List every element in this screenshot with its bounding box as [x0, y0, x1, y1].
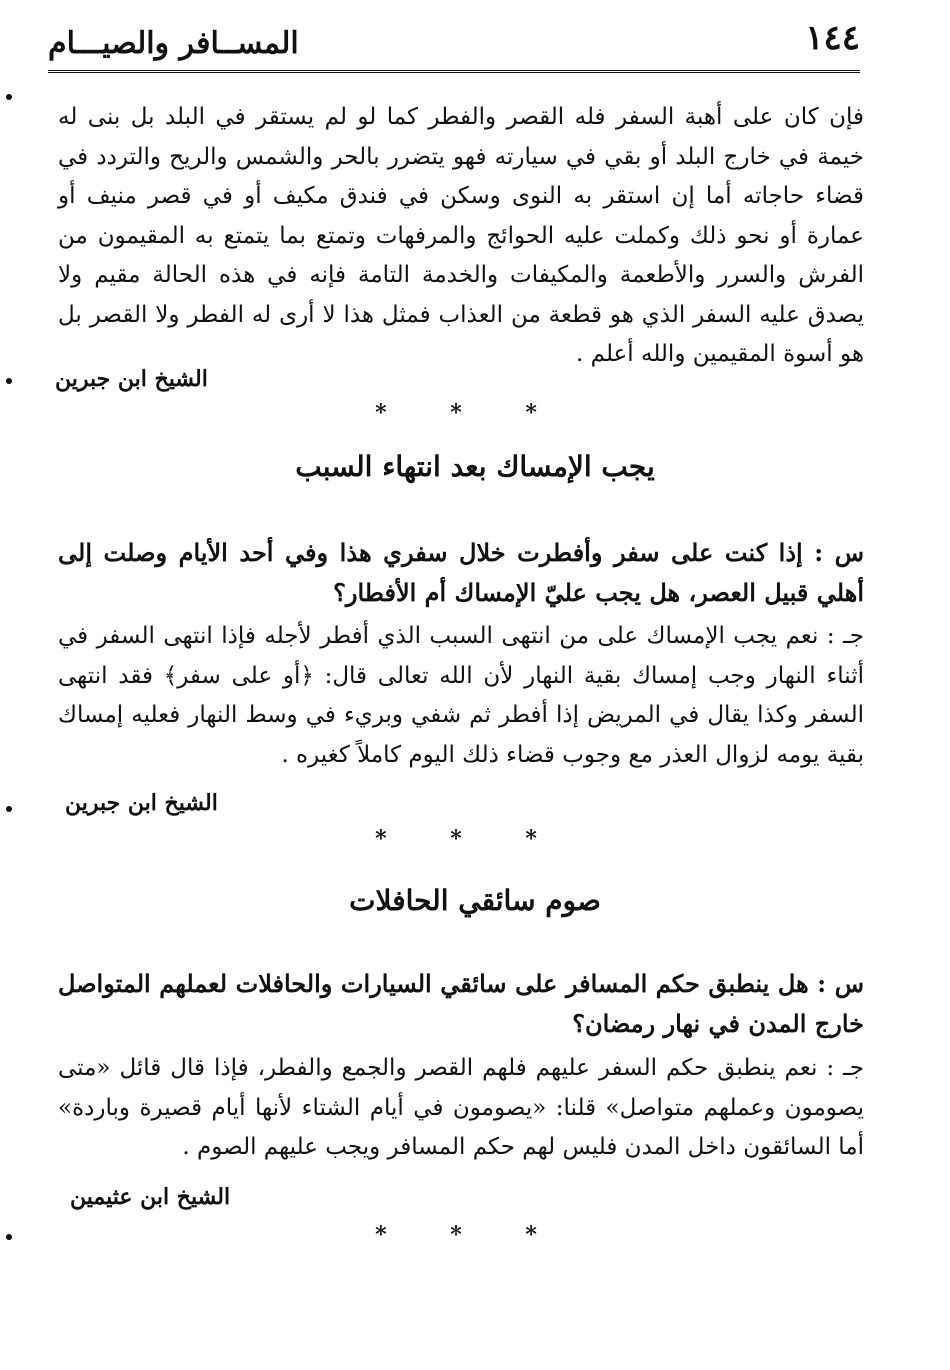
answer-paragraph-1: فإن كان على أهبة السفر فله القصر والفطر كما لو لم يستقر في البلد بل بنى له خيمة في خارج البلد أو بقي في سيارته فهو يتضرر بالحر والشمس والريح والتردد في قضاء حاجاته أما إن استقر به النوى وسكن في فندق مكيف أو في قصر منيف أو عمارة أو نحو ذلك وكملت عليه الحوائج والمرفهات وتمتع بما يتمتع به المقيمون من الفرش والسرر والأطعمة والمكيفات والخدمة التامة فإنه في هذه الحالة مقيم ولا يصدق عليه السفر الذي هو قطعة من العذاب فمثل هذا لا أرى له الفطر ولا القصر بل هو أسوة المقيمين والله أعلم . [58, 104, 864, 367]
signature-2: الشيخ ابن جبرين [65, 790, 218, 816]
answer-paragraph-3: جـ : نعم ينطبق حكم السفر عليهم فلهم القصر والجمع والفطر، فإذا قال قائل «متى يصومون وعملهم متواصل» قلنا: «يصومون في أيام الشتاء لأنها أيام قصيرة وباردة» أما السائقون داخل المدن فليس لهم حكم المسافر ويجب عليهم الصوم . [58, 1055, 865, 1160]
answer-paragraph-2: جـ : نعم يجب الإمساك على من انتهى السبب الذي أفطر لأجله فإذا انتهى السفر في أثناء النهار وجب إمساك بقية النهار لأن الله تعالى قال: ﴿أو على سفر﴾ فقد انتهى السفر وكذا يقال في المريض إذا أفطر ثم شفي وبريء في وسط النهار فعليه إمساك بقية يومه لزوال العذر مع وجوب قضاء ذلك اليوم كاملاً كغيره . [58, 623, 864, 768]
header-rule [48, 70, 860, 73]
page-number: ١٤٤ [805, 18, 860, 58]
section-heading-2: يجب الإمساك بعد انتهاء السبب [295, 450, 655, 483]
question-3: س : هل ينطبق حكم المسافر على سائقي السيارات والحافلات لعملهم المتواصل خارج المدن في نهار رمضان؟ [58, 969, 864, 1038]
separator-2: * * * [375, 826, 565, 852]
signature-3: الشيخ ابن عثيمين [70, 1184, 231, 1210]
running-title: المســافر والصيـــام [48, 26, 299, 61]
separator-3: * * * [375, 1222, 565, 1248]
separator-1: * * * [375, 400, 565, 426]
section-heading-3: صوم سائقي الحافلات [349, 884, 601, 917]
scan-mark [6, 378, 12, 384]
page-header [48, 18, 860, 68]
scan-mark [6, 94, 12, 100]
scan-mark [6, 806, 12, 812]
signature-1: الشيخ ابن جبرين [55, 366, 208, 392]
scan-mark [6, 1234, 12, 1240]
question-2: س : إذا كنت على سفر وأفطرت خلال سفري هذا وفي أحد الأيام وصلت إلى أهلي قبيل العصر، هل يجب عليّ الإمساك أم الأفطار؟ [58, 538, 864, 607]
